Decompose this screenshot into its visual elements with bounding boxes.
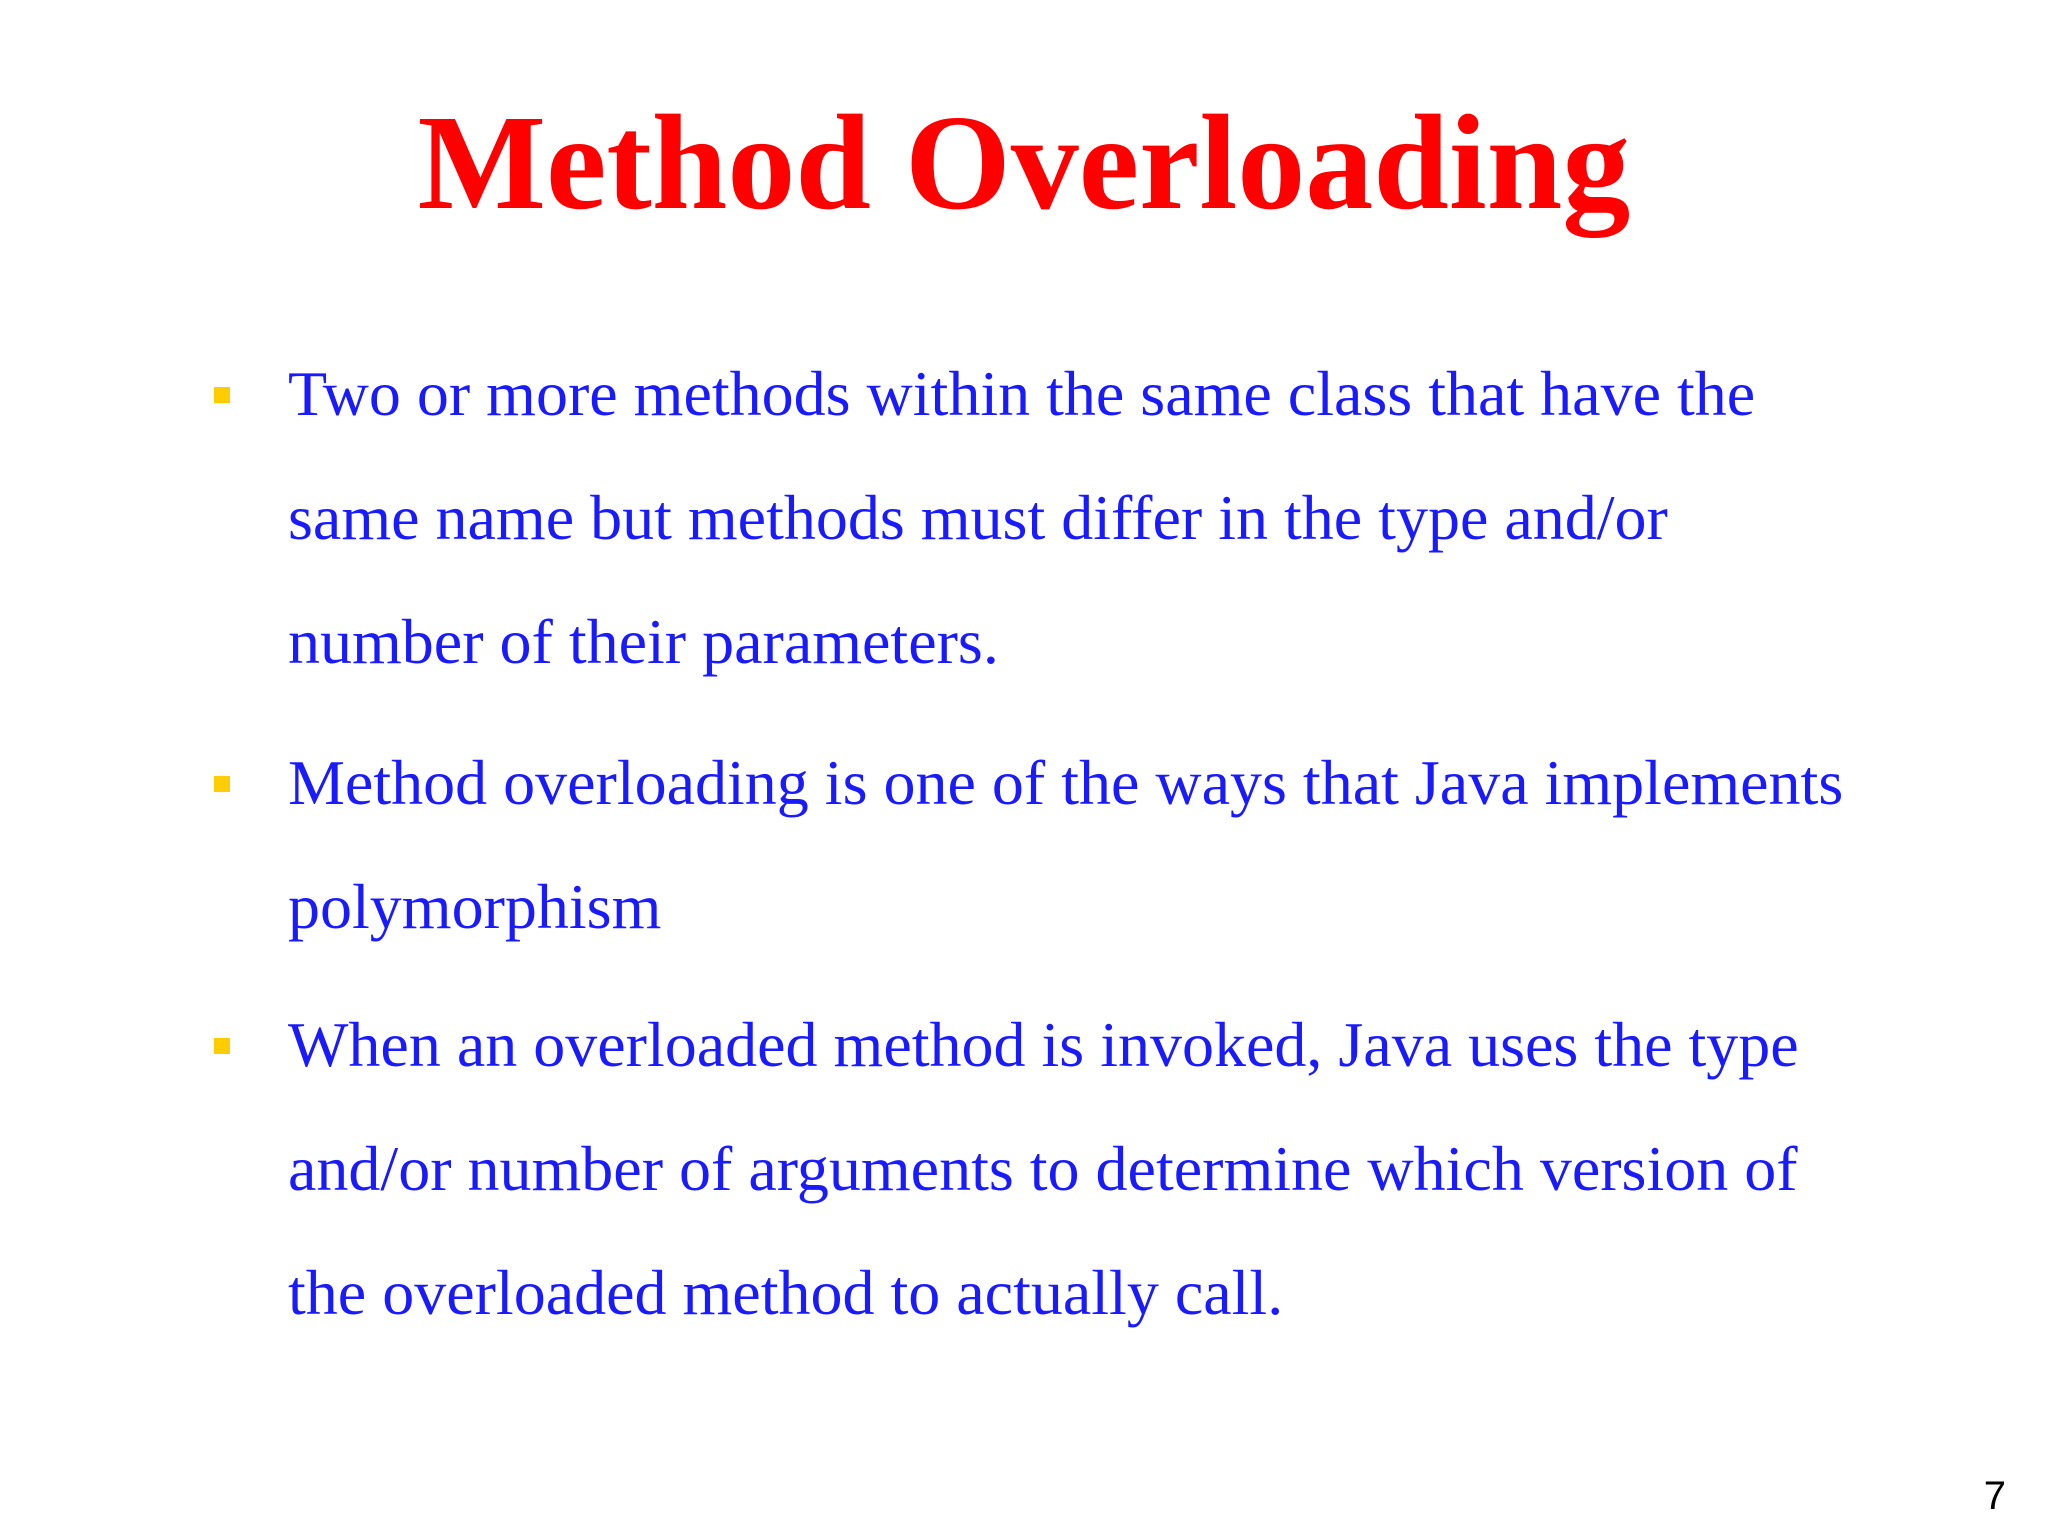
bullet-line: same name but methods must differ in the type and/or — [288, 482, 1668, 553]
bullet-line: When an overloaded method is invoked, Java uses the type — [288, 1009, 1799, 1080]
bullet-text — [288, 983, 2028, 1355]
bullet-line: the overloaded method to actually call. — [288, 1257, 1284, 1328]
bullet-text — [288, 721, 2028, 969]
bullet-line: polymorphism — [288, 871, 662, 942]
page-number: 7 — [1983, 1474, 2006, 1518]
bullet-text — [288, 332, 2028, 704]
yellow-square-bullet-icon — [214, 387, 230, 403]
bullet-line: number of their parameters. — [288, 606, 999, 677]
yellow-square-bullet-icon — [214, 1038, 230, 1054]
yellow-square-bullet-icon — [214, 776, 230, 792]
bullet-line: Method overloading is one of the ways that Java implements — [288, 747, 1844, 818]
slide-title: Method Overloading — [417, 88, 1631, 238]
bullet-line: and/or number of arguments to determine which version of — [288, 1133, 1798, 1204]
bullet-line: Two or more methods within the same class that have the — [288, 358, 1756, 429]
